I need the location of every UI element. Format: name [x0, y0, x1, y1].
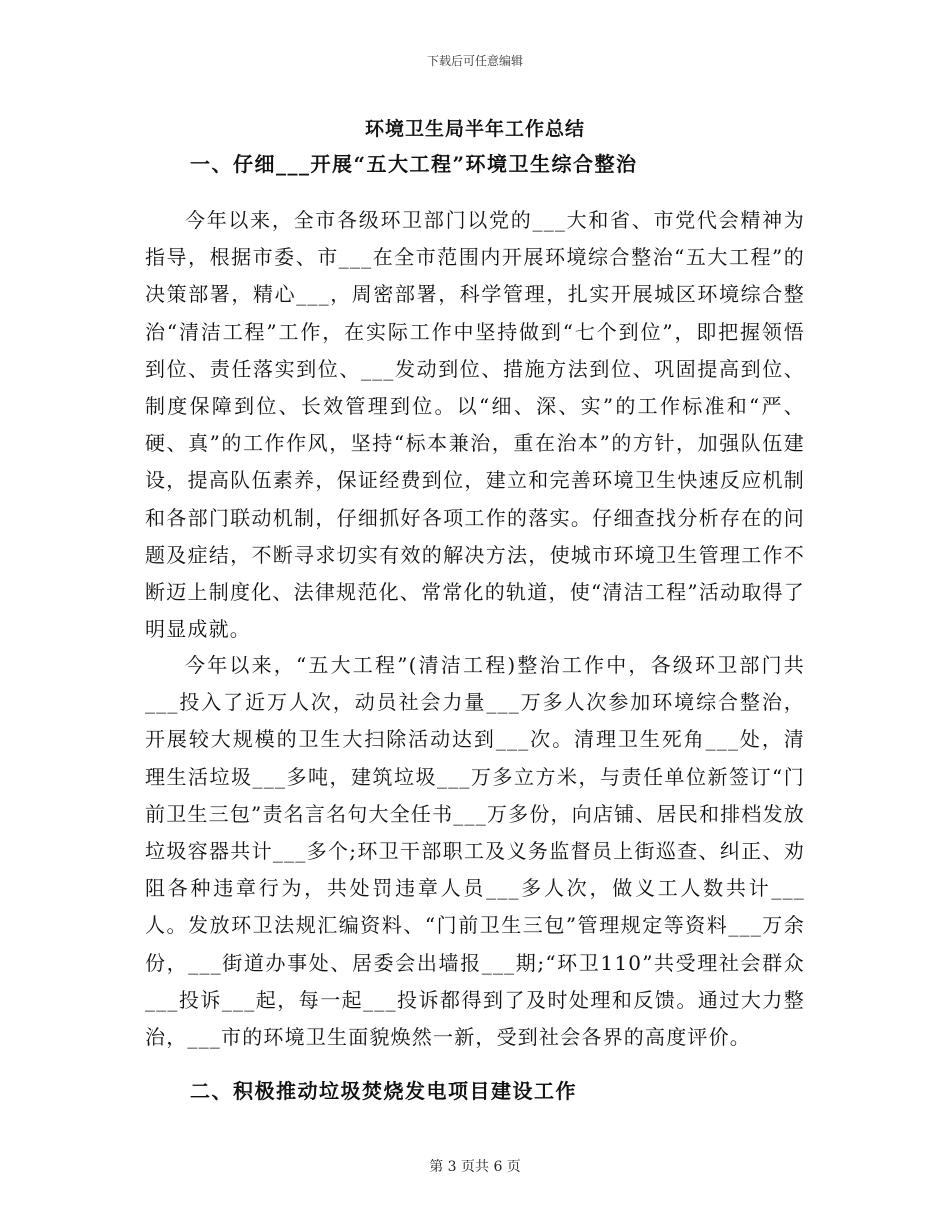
body-paragraph-2: 今年以来，“五大工程”(清洁工程)整治工作中，各级环卫部门共___投入了近万人次，动员社会力量___万多人次参加环境综合整治，开展较大规模的卫生大扫除活动达到___次。清理卫生死角___处，清理生活垃圾___多吨，建筑垃圾___万多立方米，与责任单位新签订“门前卫生三包”责名言名句大全任书___万多份，向店铺、居民和排档发放垃圾容器共计___多个;环卫干部职工及义务监督员上街巡查、纠正、劝阻各种违章行为，共处罚违章人员___多人次，做义工人数共计___人。发放环卫法规汇编资料、“门前卫生三包”管理规定等资料___万余份，___街道办事处、居委会出墙报___期;“环卫110”共受理社会群众___投诉___起，每一起___投诉都得到了及时处理和反馈。通过大力整治，___市的环境卫生面貌焕然一新，受到社会各界的高度评价。 — [145, 653, 805, 1050]
page-footer: 第 3 页共 6 页 — [429, 1159, 521, 1175]
body-paragraph-1: 今年以来，全市各级环卫部门以党的___大和省、市党代会精神为指导，根据市委、市___在全市范围内开展环境综合整治“五大工程”的决策部署，精心___，周密部署，科学管理，扎实开展城区环境综合整治“清洁工程”工作，在实际工作中坚持做到“七个到位”，即把握领悟到位、责任落实到位、___发动到位、措施方法到位、巩固提高到位、制度保障到位、长效管理到位。以“细、深、实”的工作标准和“严、硬、真”的工作作风，坚持“标本兼治，重在治本”的方针，加强队伍建设，提高队伍素养，保证经费到位，建立和完善环境卫生快速反应机制和各部门联动机制，仔细抓好各项工作的落实。仔细查找分析存在的问题及症结，不断寻求切实有效的解决方法，使城市环境卫生管理工作不断迈上制度化、法律规范化、常常化的轨道，使“清洁工程”活动取得了明显成就。 — [145, 208, 805, 642]
section-heading-1: 一、仔细___开展“五大工程”环境卫生综合整治 — [190, 152, 638, 176]
section-heading-2: 二、积极推动垃圾焚烧发电项目建设工作 — [190, 1079, 577, 1103]
page-header-note: 下载后可任意编辑 — [426, 54, 523, 68]
document-title: 环境卫生局半年工作总结 — [364, 118, 585, 140]
